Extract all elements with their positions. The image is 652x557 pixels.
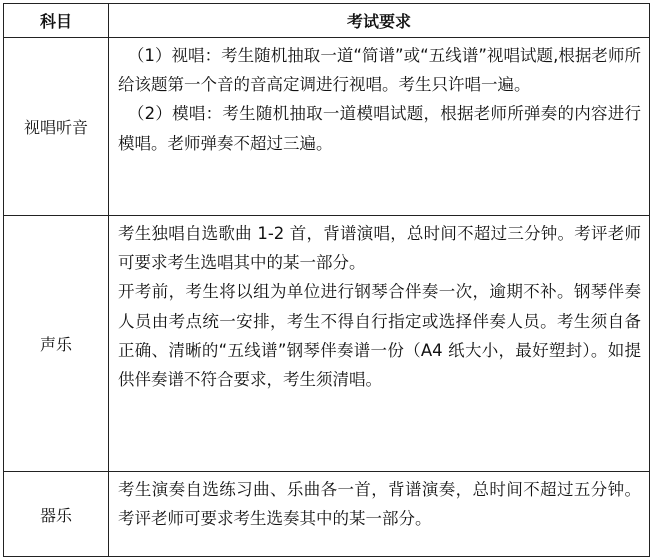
requirement-cell [109, 216, 650, 472]
header-row [4, 4, 650, 38]
header-subject: 科目 [4, 4, 109, 38]
requirement-paragraph: （2）模唱：考生随机抽取一道模唱试题，根据老师所弹奏的内容进行模唱。老师弹奏不超过三遍。 [118, 104, 641, 153]
subject-cell: 声乐 [4, 216, 109, 472]
subject-cell: 器乐 [4, 472, 109, 557]
header-requirement: 考试要求 [109, 4, 650, 38]
requirement-paragraph: （1）视唱：考生随机抽取一道“简谱”或“五线谱”视唱试题,根据老师所给该题第一个音的音高定调进行视唱。考生只许唱一遍。 [118, 46, 641, 95]
exam-requirements-table [3, 3, 650, 557]
subject-cell: 视唱听音 [4, 38, 109, 216]
requirement-cell [109, 38, 650, 216]
table-row-sight-singing [4, 38, 650, 216]
requirement-cell [109, 472, 650, 557]
requirement-paragraph: 考生独唱自选歌曲 1-2 首，背谱演唱，总时间不超过三分钟。考评老师可要求考生选唱其中的某一部分。 [118, 224, 641, 273]
requirement-paragraph: 开考前，考生将以组为单位进行钢琴合伴奏一次，逾期不补。钢琴伴奏人员由考点统一安排，考生不得自行指定或选择伴奏人员。考生须自备正确、清晰的“五线谱”钢琴伴奏谱一份（A4 纸大小，最好塑封）。如提供伴奏谱不符合要求，考生须清唱。 [118, 282, 641, 390]
requirement-paragraph: 考生演奏自选练习曲、乐曲各一首，背谱演奏，总时间不超过五分钟。考评老师可要求考生选奏其中的某一部分。 [118, 480, 641, 529]
table-row-instrumental [4, 472, 650, 557]
table-row-vocal [4, 216, 650, 472]
